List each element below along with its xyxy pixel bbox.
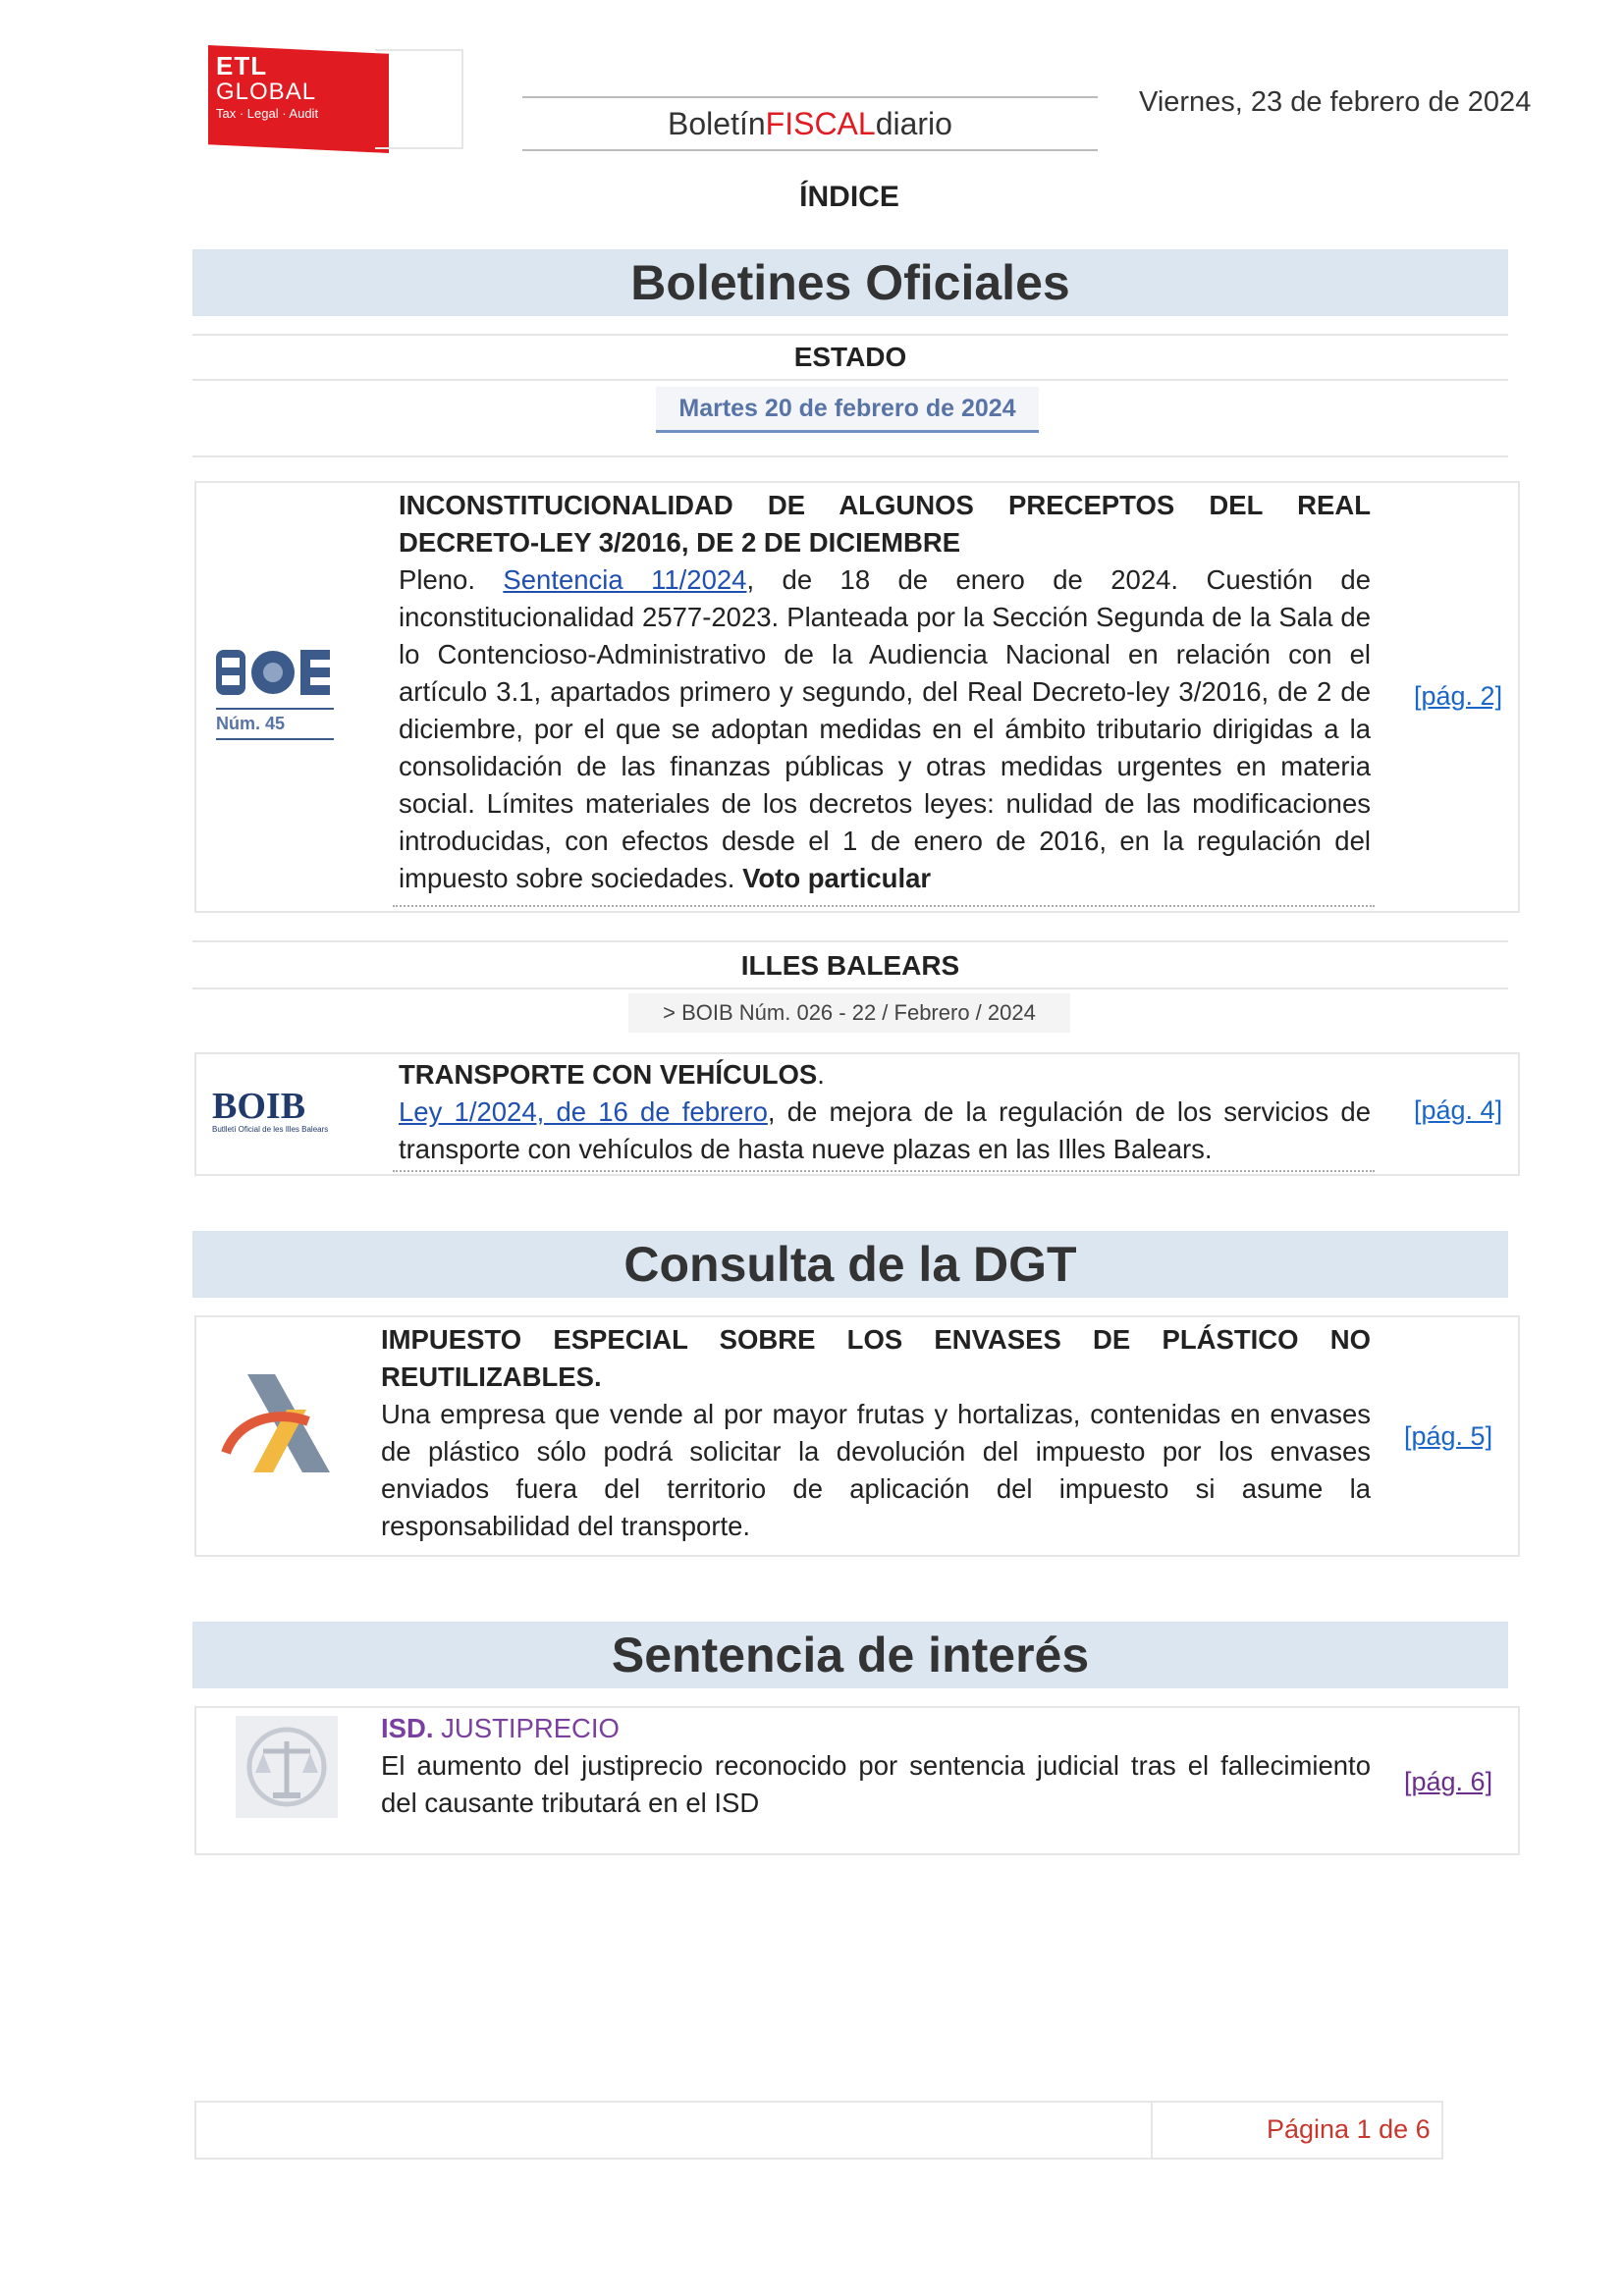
baleares-label: ILLES BALEARS xyxy=(740,950,960,981)
dotted-divider xyxy=(393,905,1375,907)
page-link-4[interactable]: [pág. 4] xyxy=(1414,1095,1503,1125)
boib-body: , de mejora de la regulación de los servicios de transporte con vehículos de hasta nueve plazas en las Illes Balears. xyxy=(399,1096,1371,1164)
section-sentencia: Sentencia de interés xyxy=(192,1622,1508,1688)
section-dgt: Consulta de la DGT xyxy=(192,1231,1508,1298)
footer-divider xyxy=(1151,2103,1153,2158)
boib-card xyxy=(194,1052,1520,1176)
page-footer xyxy=(194,2101,1443,2160)
page-number: Página 1 de 6 xyxy=(1267,2114,1431,2144)
dgt-card xyxy=(194,1315,1520,1557)
estado-date: Martes 20 de febrero de 2024 xyxy=(656,387,1039,433)
boe-text xyxy=(399,487,1371,897)
aeat-icon xyxy=(218,1370,336,1478)
sentencia-card xyxy=(194,1706,1520,1855)
issue-date: Viernes, 23 de febrero de 2024 xyxy=(1139,86,1532,118)
page-link-6[interactable]: [pág. 6] xyxy=(1404,1767,1493,1796)
boib-title: TRANSPORTE CON VEHÍCULOS xyxy=(399,1059,818,1090)
boe-icon xyxy=(216,648,330,697)
logo-line1: ETL xyxy=(216,51,268,80)
boe-title: INCONSTITUCIONALIDAD DE ALGUNOS PRECEPTOS DEL REAL DECRETO-LEY 3/2016, DE 2 DE DICIEMBRE xyxy=(399,490,1371,558)
boib-text xyxy=(399,1056,1371,1168)
estado-label: ESTADO xyxy=(793,342,907,372)
justice-logo xyxy=(236,1716,338,1823)
section-boletines: Boletines Oficiales xyxy=(192,249,1508,316)
justiprecio-tag: JUSTIPRECIO xyxy=(433,1713,620,1743)
bulletin-title xyxy=(522,96,1098,151)
boe-number: Núm. 45 xyxy=(216,708,334,740)
boib-logo-text: BOIB xyxy=(212,1086,306,1127)
page-link-2[interactable]: [pág. 2] xyxy=(1414,681,1503,711)
boe-body: , de 18 de enero de 2024. Cuestión de inconstitucionalidad 2577-2023. Planteada por la Sección Segunda de la Sala de lo Contencioso-Administrativo de la Audiencia Nacional en relación con el artículo 3.1, apartados primero y segundo, del Real Decreto-ley 3/2016, de 2 de diciembre, por el que se adoptan medidas en el ámbito tributario dirigidas a la consolidación de las finanzas públicas y otras medidas urgentes en materia social. Límites materiales de los decretos leyes: nulidad de las modificaciones introducidas, con efectos desde el 1 de enero de 2016, en la regulación del impuesto sobre sociedades. xyxy=(399,564,1371,893)
boe-card xyxy=(194,481,1520,913)
boib-logo xyxy=(212,1088,340,1134)
scales-icon xyxy=(236,1716,338,1818)
divider xyxy=(192,455,1508,457)
dgt-text xyxy=(381,1321,1371,1545)
divider xyxy=(192,940,1508,942)
aeat-logo xyxy=(218,1370,336,1483)
boib-title-end: . xyxy=(817,1059,825,1090)
index-title: ÍNDICE xyxy=(799,181,899,213)
page-link-5[interactable]: [pág. 5] xyxy=(1404,1421,1493,1451)
divider xyxy=(192,988,1508,989)
bulletin-prefix: Boletín xyxy=(668,105,766,141)
dgt-title: IMPUESTO ESPECIAL SOBRE LOS ENVASES DE PLÁSTICO NO REUTILIZABLES. xyxy=(381,1324,1371,1392)
isd-tag: ISD. xyxy=(381,1713,434,1743)
boib-logo-sub: Butlletí Oficial de les Illes Balears xyxy=(212,1125,329,1134)
boe-body-prefix: Pleno. xyxy=(399,564,504,595)
bulletin-suffix: diario xyxy=(875,105,952,141)
divider xyxy=(192,379,1508,381)
sentencia-body: El aumento del justiprecio reconocido por sentencia judicial tras el fallecimiento del causante tributará en el ISD xyxy=(381,1750,1371,1818)
dgt-body: Una empresa que vende al por mayor frutas y hortalizas, contenidas en envases de plástico sólo podrá solicitar la devolución del impuesto por los envases enviados fuera del territorio de aplicación del impuesto si asume la responsabilidad del transporte. xyxy=(381,1399,1371,1541)
divider xyxy=(192,334,1508,336)
boe-logo xyxy=(216,648,334,740)
sentencia-link[interactable]: Sentencia 11/2024 xyxy=(503,564,747,595)
logo-line3: Tax · Legal · Audit xyxy=(216,106,319,121)
dotted-divider xyxy=(393,1170,1375,1172)
boib-reference: > BOIB Núm. 026 - 22 / Febrero / 2024 xyxy=(628,993,1070,1033)
logo-line2: GLOBAL xyxy=(216,79,317,105)
etl-global-logo xyxy=(208,45,465,155)
sentencia-text xyxy=(381,1710,1371,1822)
bulletin-accent: FISCAL xyxy=(765,105,876,141)
ley-link[interactable]: Ley 1/2024, de 16 de febrero xyxy=(399,1096,768,1127)
voto-particular: Voto particular xyxy=(742,863,932,893)
